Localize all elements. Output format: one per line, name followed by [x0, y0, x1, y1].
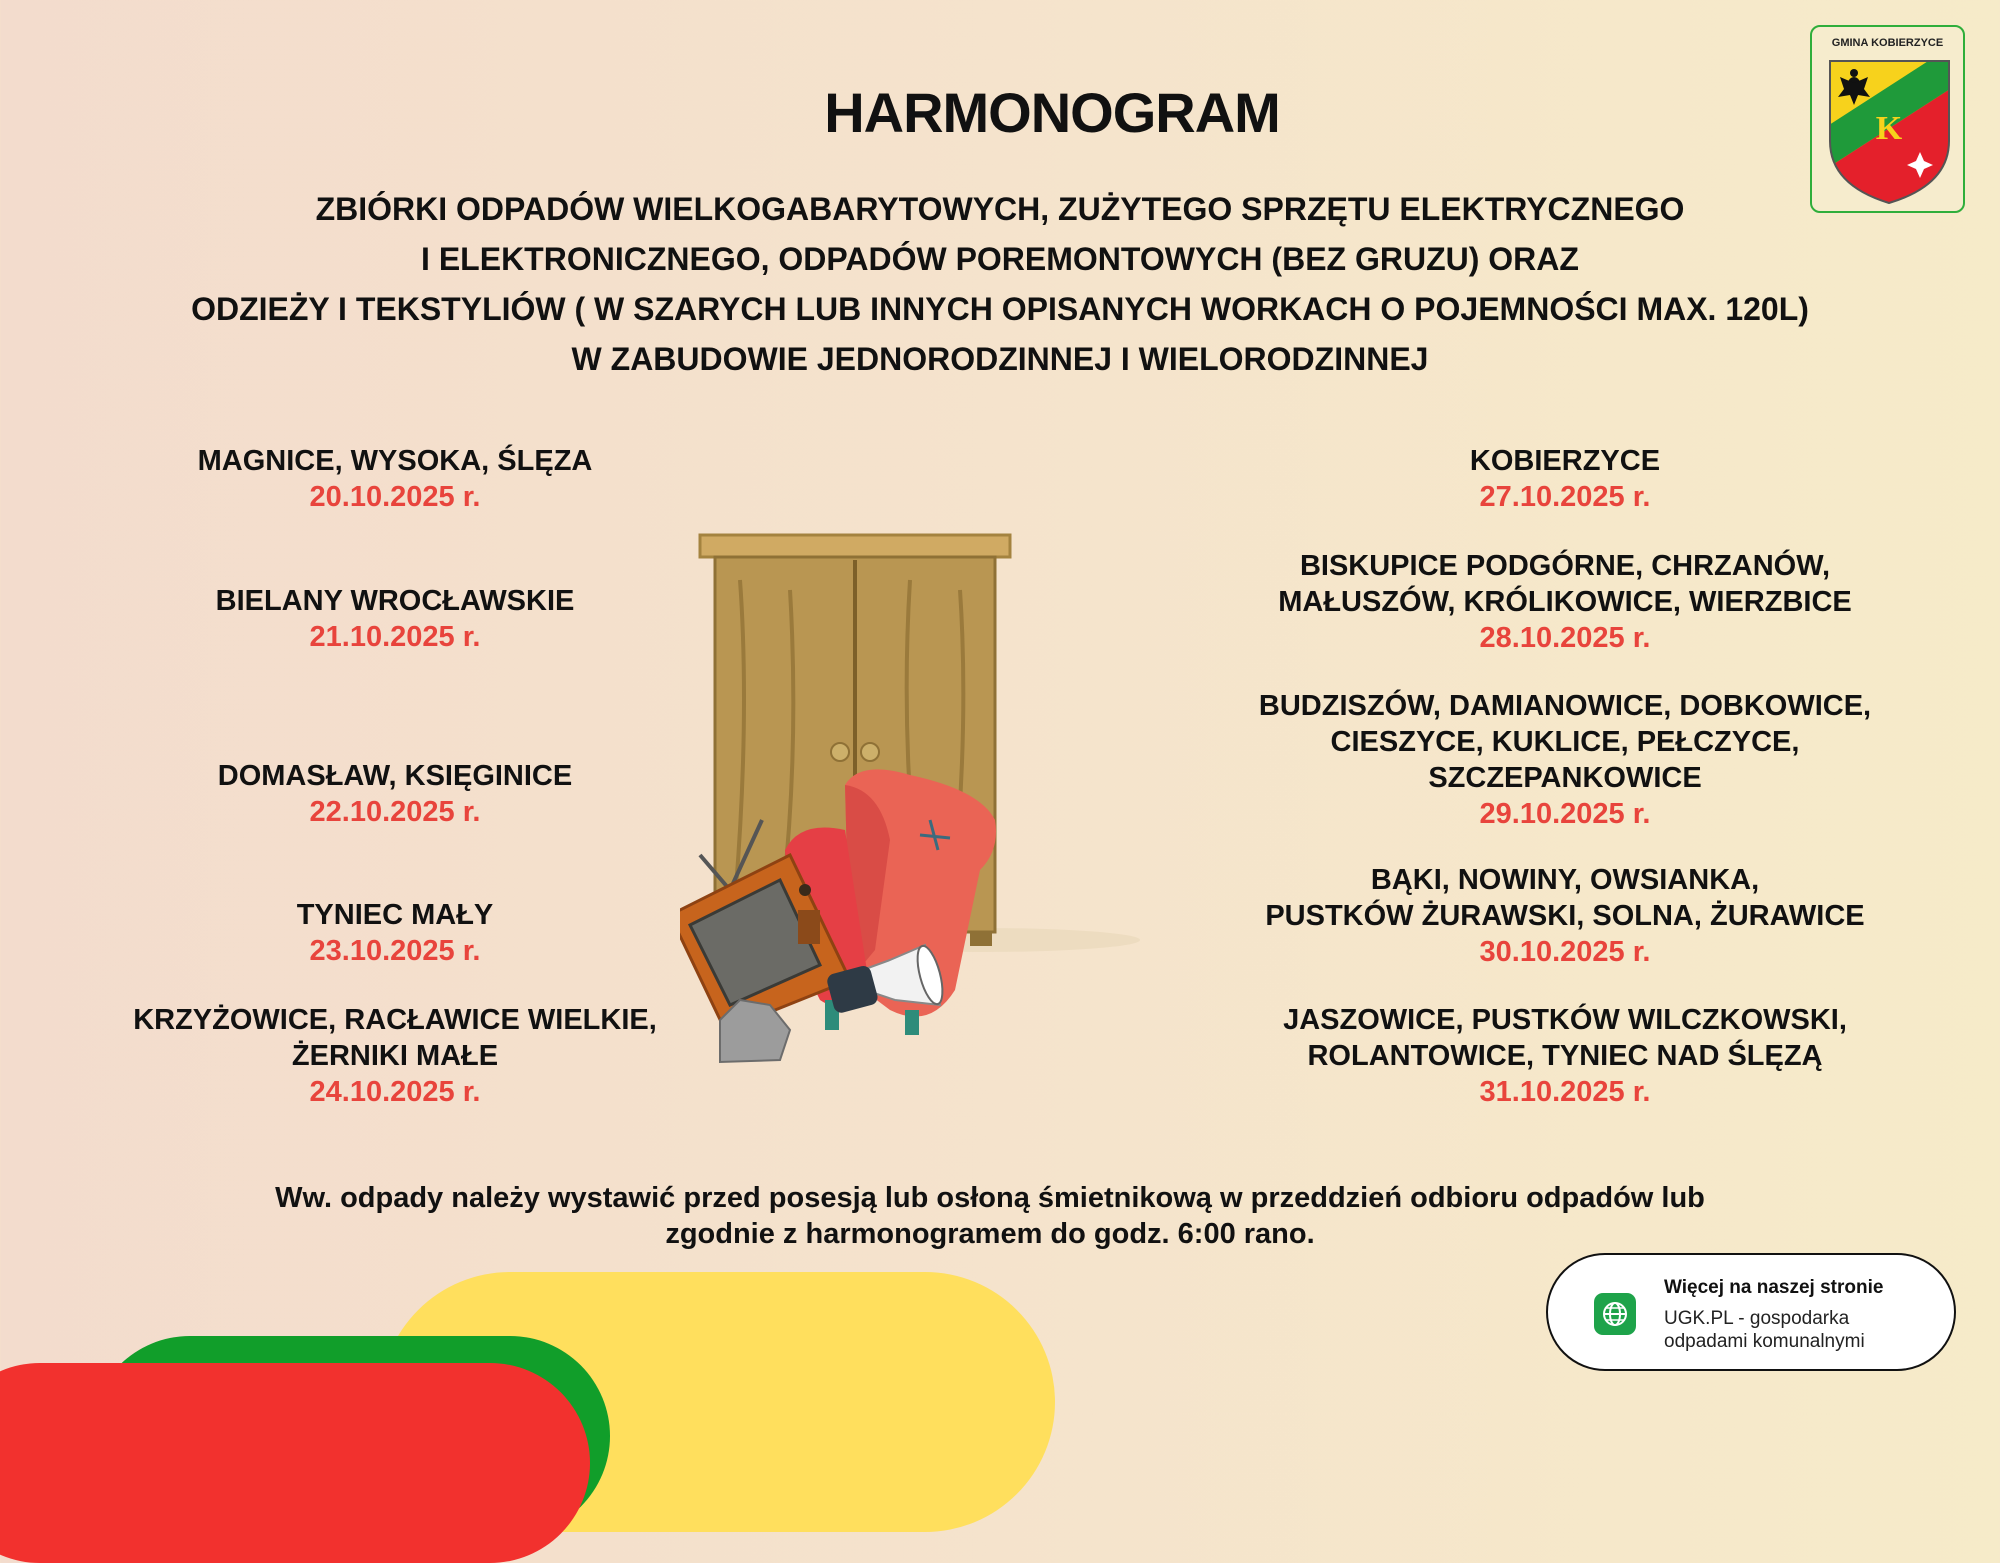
schedule-entry — [100, 443, 690, 515]
schedule-entry — [1215, 1002, 1915, 1110]
schedule-entry — [100, 583, 690, 655]
collection-date: 28.10.2025 r. — [1479, 622, 1651, 654]
instruction-note — [0, 1180, 1990, 1252]
decor-red-shape — [0, 1363, 590, 1563]
collection-date: 23.10.2025 r. — [309, 935, 481, 967]
globe-icon — [1594, 1293, 1636, 1335]
place-name: ROLANTOWICE, TYNIEC NAD ŚLĘZĄ — [1307, 1040, 1823, 1072]
place-name: SZCZEPANKOWICE — [1428, 762, 1702, 794]
subtitle-line: ODZIEŻY I TEKSTYLIÓW ( W SZARYCH LUB INNYCH OPISANYCH WORKACH O POJEMNOŚCI MAX. 120L) — [191, 291, 1809, 327]
collection-date: 30.10.2025 r. — [1479, 936, 1651, 968]
place-name: TYNIEC MAŁY — [296, 899, 494, 931]
schedule-entry — [1215, 688, 1915, 832]
place-name: BUDZISZÓW, DAMIANOWICE, DOBKOWICE, — [1258, 690, 1872, 722]
schedule-entry — [1215, 443, 1915, 515]
collection-date: 31.10.2025 r. — [1479, 1076, 1651, 1108]
page-title: HARMONOGRAM — [824, 81, 1280, 144]
logo-text: GMINA KOBIERZYCE — [1831, 37, 1944, 49]
website-info-card[interactable] — [1546, 1253, 1956, 1371]
schedule-entry — [100, 758, 690, 830]
subtitle-line: W ZABUDOWIE JEDNORODZINNEJ I WIELORODZINNEJ — [571, 341, 1429, 377]
subtitle-line: I ELEKTRONICZNEGO, ODPADÓW POREMONTOWYCH (BEZ GRUZU) ORAZ — [421, 241, 1579, 277]
coat-of-arms-icon — [1826, 57, 1953, 207]
place-name: KOBIERZYCE — [1469, 445, 1661, 477]
schedule-entry — [1215, 862, 1915, 970]
collection-date: 22.10.2025 r. — [309, 796, 481, 828]
collection-date: 21.10.2025 r. — [309, 621, 481, 653]
place-name: BIELANY WROCŁAWSKIE — [215, 585, 575, 617]
schedule-entry — [100, 897, 690, 969]
place-name: PUSTKÓW ŻURAWSKI, SOLNA, ŻURAWICE — [1265, 900, 1865, 932]
svg-text:K: K — [1875, 110, 1903, 147]
place-name: DOMASŁAW, KSIĘGINICE — [217, 760, 573, 792]
collection-date: 29.10.2025 r. — [1479, 798, 1651, 830]
place-name: ŻERNIKI MAŁE — [291, 1040, 499, 1072]
place-name: BISKUPICE PODGÓRNE, CHRZANÓW, — [1299, 550, 1831, 582]
place-name: MAGNICE, WYSOKA, ŚLĘZA — [197, 445, 593, 477]
place-name: CIESZYCE, KUKLICE, PEŁCZYCE, — [1330, 726, 1800, 758]
schedule-entry — [100, 1002, 690, 1110]
collection-date: 27.10.2025 r. — [1479, 481, 1651, 513]
collection-date: 24.10.2025 r. — [309, 1076, 481, 1108]
bulky-waste-illustration — [680, 520, 1250, 1080]
subtitle-line: ZBIÓRKI ODPADÓW WIELKOGABARYTOWYCH, ZUŻYTEGO SPRZĘTU ELEKTRYCZNEGO — [315, 191, 1685, 227]
collection-date: 20.10.2025 r. — [309, 481, 481, 513]
subtitle — [0, 184, 2000, 384]
place-name: BĄKI, NOWINY, OWSIANKA, — [1370, 864, 1760, 896]
place-name: MAŁUSZÓW, KRÓLIKOWICE, WIERZBICE — [1278, 586, 1852, 618]
schedule-entry — [1215, 548, 1915, 656]
place-name: JASZOWICE, PUSTKÓW WILCZKOWSKI, — [1283, 1004, 1847, 1036]
info-card-title: Więcej na naszej stronie — [1664, 1277, 1884, 1298]
place-name: KRZYŻOWICE, RACŁAWICE WIELKIE, — [133, 1004, 657, 1036]
instruction-line: zgodnie z harmonogramem do godz. 6:00 rano. — [665, 1218, 1315, 1250]
info-card-link-text[interactable]: UGK.PL - gospodarka odpadami komunalnymi — [1664, 1308, 1865, 1352]
gmina-logo — [1810, 25, 1965, 213]
instruction-line: Ww. odpady należy wystawić przed posesją lub osłoną śmietnikową w przeddzień odbioru odpadów lub — [275, 1182, 1705, 1214]
